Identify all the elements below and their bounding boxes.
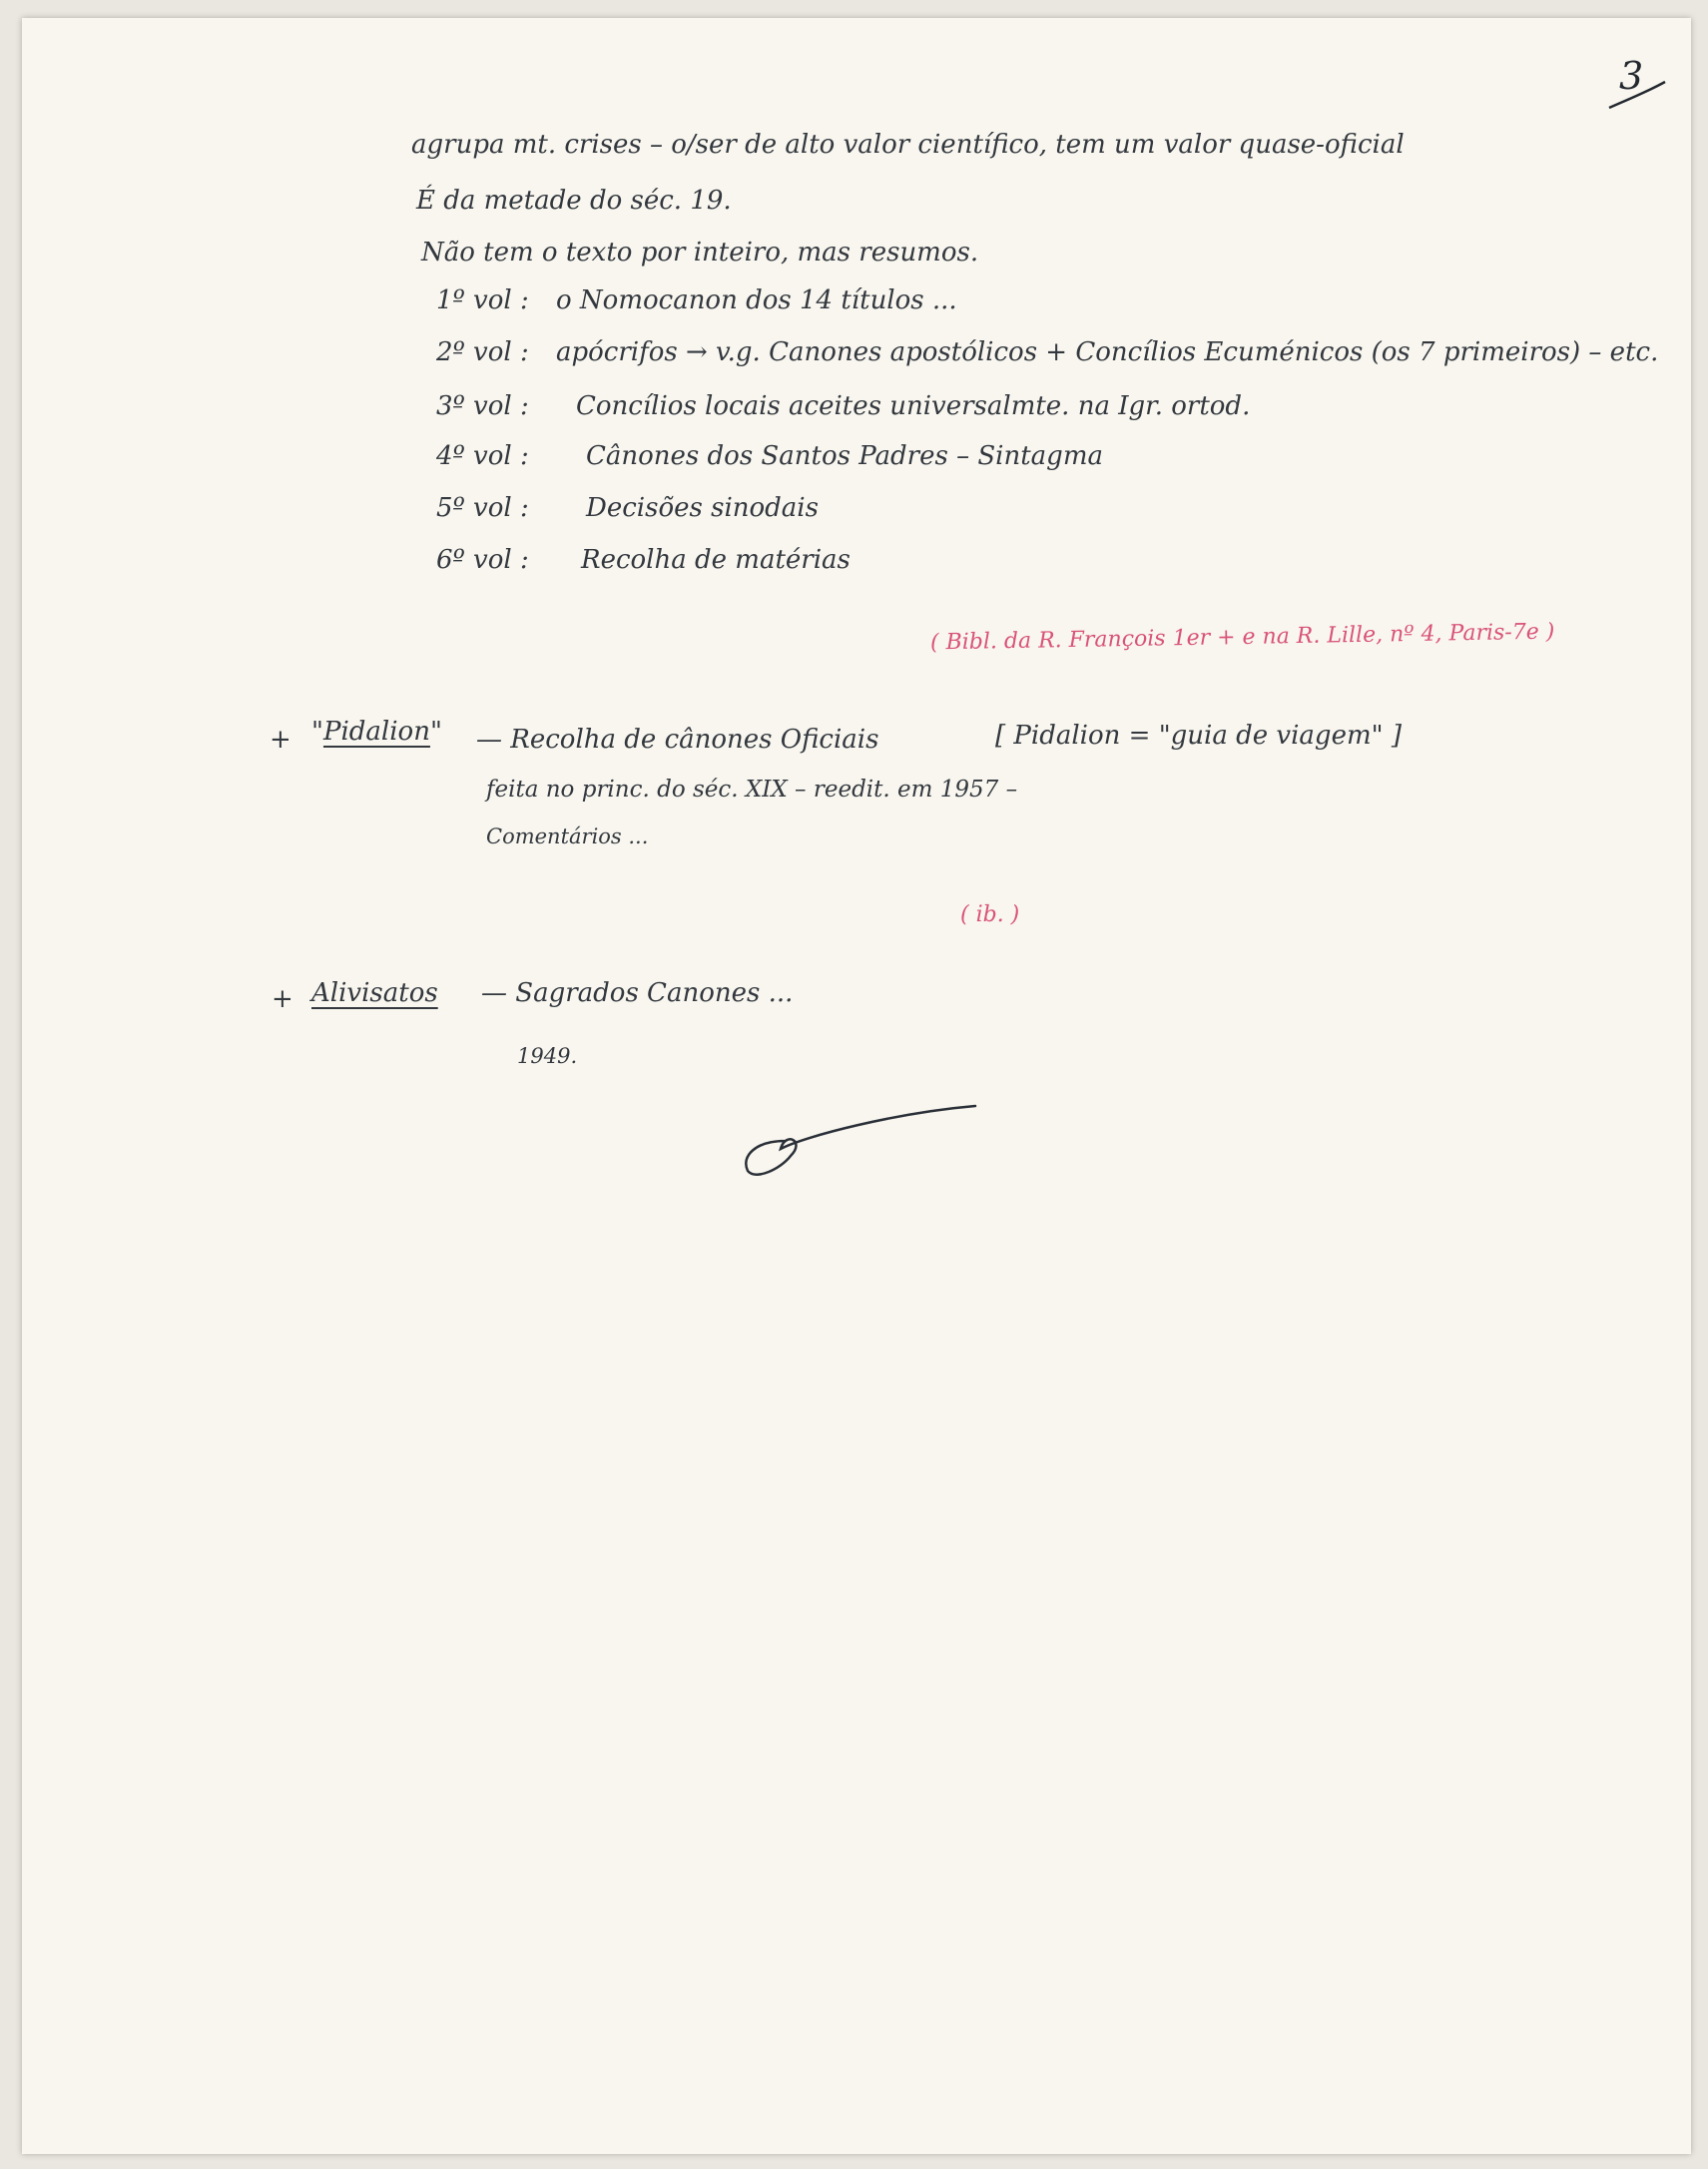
volume-label: 5º vol : bbox=[436, 493, 529, 523]
volume-label: 4º vol : bbox=[436, 441, 529, 471]
intro-line-3: Não tem o texto por inteiro, mas resumos. bbox=[421, 238, 979, 268]
intro-line-2: É da metade do séc. 19. bbox=[416, 186, 732, 216]
volume-label: 1º vol : bbox=[436, 285, 529, 315]
ib-note: ( ib. ) bbox=[960, 902, 1020, 927]
intro-line-1: agrupa mt. crises – o/ser de alto valor científico, tem um valor quase-oficial bbox=[411, 130, 1405, 160]
volume-label: 2º vol : bbox=[436, 337, 529, 367]
pidalion-line-3: Comentários ... bbox=[486, 824, 649, 848]
pidalion-entry bbox=[311, 717, 442, 747]
alivisatos-desc: — Sagrados Canones ... bbox=[481, 978, 794, 1008]
volume-label: 3º vol : bbox=[436, 391, 529, 421]
pidalion-desc: — Recolha de cânones Oficiais bbox=[476, 725, 879, 755]
volume-text: Recolha de matérias bbox=[581, 545, 851, 575]
volume-text: Decisões sinodais bbox=[586, 493, 819, 523]
volume-text: apócrifos → v.g. Canones apostólicos + Concílios Ecuménicos (os 7 primeiros) – etc. bbox=[556, 337, 1659, 367]
pidalion-note: [ Pidalion = "guia de viagem" ] bbox=[995, 721, 1402, 751]
page-number-underline bbox=[1607, 78, 1667, 118]
signature-flourish bbox=[736, 1101, 995, 1191]
alivisatos-bullet: + bbox=[272, 984, 293, 1014]
manuscript-page bbox=[22, 18, 1691, 2154]
page-number-text: 3 bbox=[1619, 54, 1644, 98]
volume-text: o Nomocanon dos 14 títulos ... bbox=[556, 285, 957, 315]
alivisatos-year: 1949. bbox=[517, 1044, 578, 1068]
pidalion-bullet: + bbox=[270, 725, 291, 755]
page-number bbox=[1619, 54, 1643, 98]
alivisatos-name: Alivisatos bbox=[311, 978, 438, 1008]
library-note: ( Bibl. da R. François 1er + e na R. Lille, nº 4, Paris-7e ) bbox=[929, 619, 1555, 656]
volume-text: Concílios locais aceites universalmte. na Igr. ortod. bbox=[576, 391, 1251, 421]
pidalion-line-2: feita no princ. do séc. XIX – reedit. em 1957 – bbox=[486, 777, 1018, 803]
volume-text: Cânones dos Santos Padres – Sintagma bbox=[586, 441, 1103, 471]
open-quote: " bbox=[311, 717, 323, 747]
pidalion-title: Pidalion bbox=[322, 717, 430, 747]
close-quote: " bbox=[429, 717, 442, 747]
volume-label: 6º vol : bbox=[436, 545, 529, 575]
